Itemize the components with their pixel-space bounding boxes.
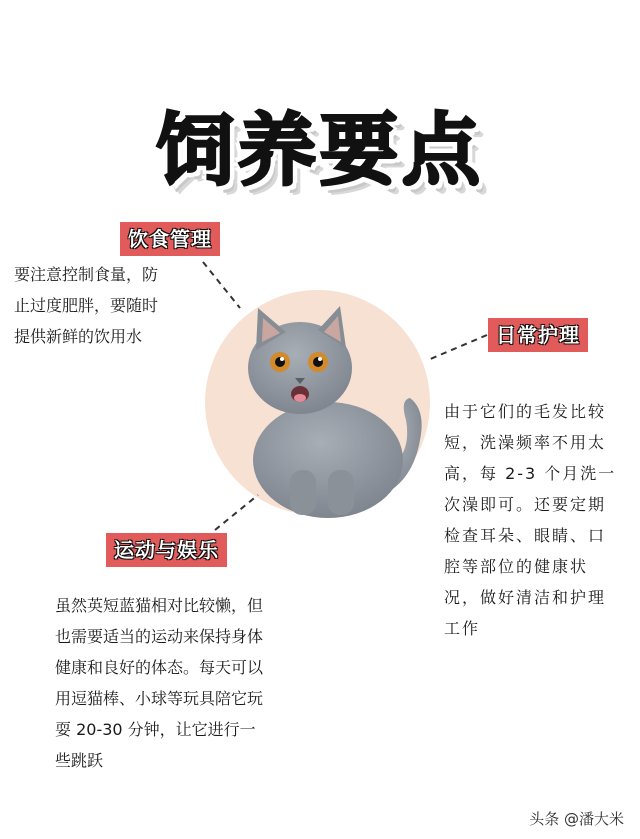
text-line: 由于它们的毛发比较 [444,402,607,421]
text-line: 耍 20-30 分钟，让它进行一 [55,720,256,739]
page-title: 饲养要点 [155,106,484,196]
text-line: 些跳跃 [55,751,104,770]
text-line: 工作 [444,619,481,638]
cat-illustration [228,300,428,520]
tag-exercise: 运动与娱乐 [106,533,227,567]
watermark: 头条 @潘大米 [529,810,624,828]
text-line: 止过度肥胖，要随时 [14,296,159,315]
text-line: 要注意控制食量，防 [14,265,159,284]
text-line: 况，做好清洁和护理 [444,588,607,607]
text-line: 健康和良好的体态。每天可以 [55,658,264,677]
connector-care [428,335,487,360]
tag-diet: 饮食管理 [120,222,220,256]
text-care [444,396,634,644]
text-line: 短，洗澡频率不用太 [444,433,607,452]
text-line: 高，每 2-3 个月洗一 [444,464,617,483]
text-line: 次澡即可。还要定期 [444,495,607,514]
text-diet [14,259,214,352]
text-line: 也需要适当的运动来保持身体 [55,627,264,646]
text-line: 检查耳朵、眼睛、口 [444,526,607,545]
text-line: 虽然英短蓝猫相对比较懒，但 [55,596,264,615]
text-line: 用逗猫棒、小球等玩具陪它玩 [55,689,264,708]
tag-care: 日常护理 [488,318,588,352]
text-line: 提供新鲜的饮用水 [14,327,143,346]
text-exercise [55,590,315,776]
text-line: 腔等部位的健康状 [444,557,589,576]
